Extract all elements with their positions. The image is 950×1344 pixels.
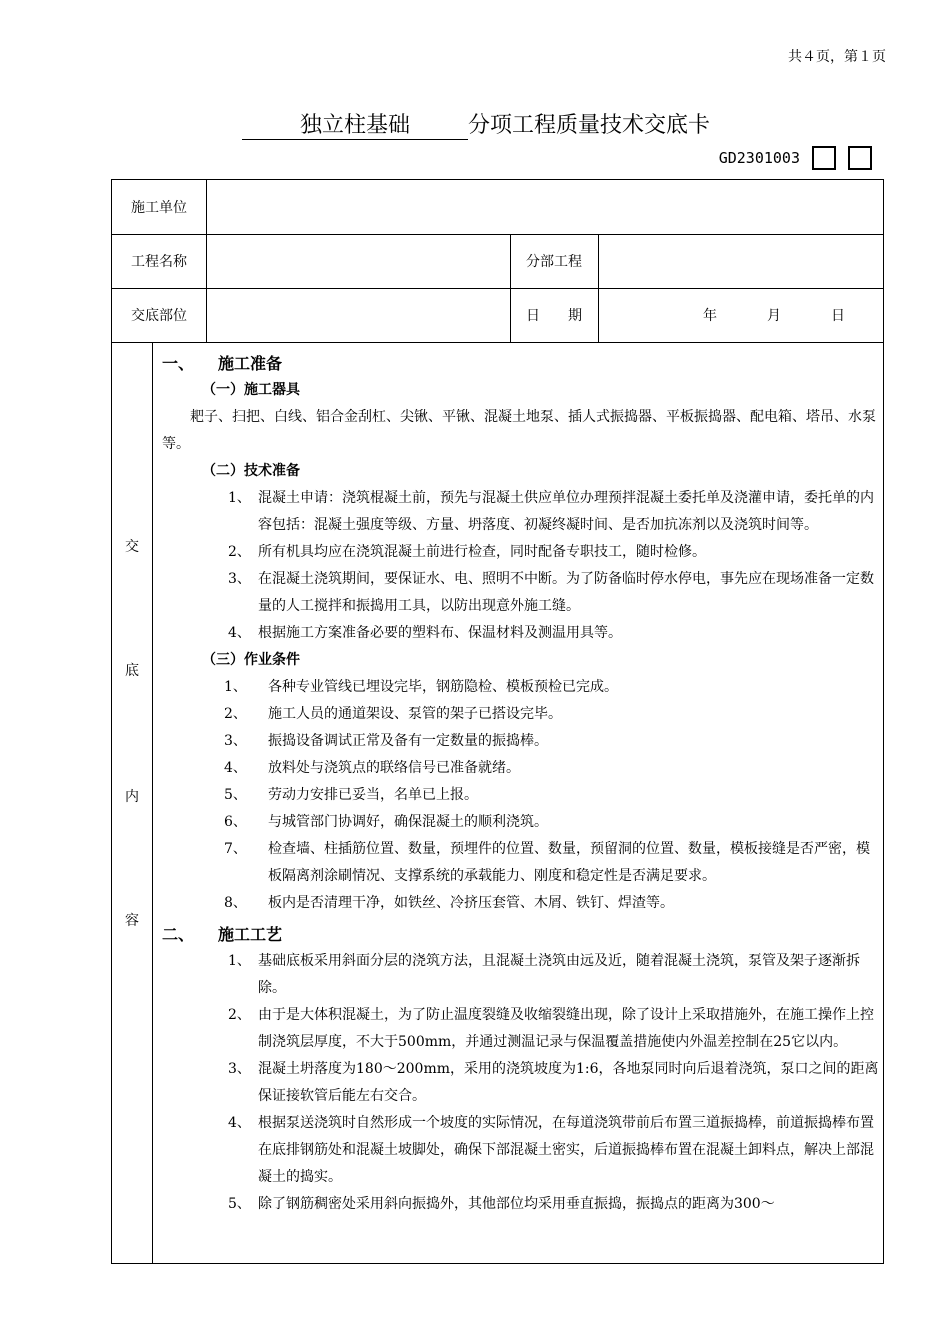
date-field[interactable] (599, 288, 883, 342)
doc-code-row (719, 146, 872, 170)
page-title (242, 108, 710, 140)
paragraph: 耙子、扫把、白线、铝合金刮杠、尖锹、平锹、混凝土地泵、插人式振捣器、平板振捣器、配电箱、塔吊、水泵等。 (162, 409, 876, 452)
list-item: 5、 除了钢筋稠密处采用斜向振捣外，其他部位均采用垂直振捣，振捣点的距离为300～ (228, 1196, 775, 1212)
list-item: 1、 各种专业管线已埋设完毕，钢筋隐检、模板预检已完成。 (224, 679, 618, 695)
side-label-char: 容 (125, 913, 139, 929)
project-name-field[interactable] (207, 234, 510, 288)
title-underlined: 独立柱基础 (242, 108, 468, 140)
side-label-char: 内 (125, 789, 139, 805)
list-item: 6、 与城管部门协调好，确保混凝土的顺利浇筑。 (224, 814, 548, 830)
sub-project-field[interactable] (599, 234, 883, 288)
date-year: 年 (703, 308, 717, 324)
checkbox-2[interactable] (848, 146, 872, 170)
list-item: 3、 振捣设备调试正常及备有一定数量的振捣棒。 (224, 733, 548, 749)
disclosure-content (162, 350, 882, 1218)
section-heading: 二、 施工工艺 (162, 925, 283, 944)
list-item: 2、 施工人员的通道架设、泵管的架子已搭设完毕。 (224, 706, 562, 722)
subsection-heading: （三）作业条件 (202, 652, 300, 668)
list-item: 4、 根据泵送浇筑时自然形成一个坡度的实际情况，在每道浇筑带前后布置三道振捣棒，前道振捣棒布置在底排钢筋处和混凝土坡脚处，确保下部混凝土密实，后道振捣棒布置在混凝土卸料点，解决上部混凝土的捣实。 (228, 1115, 874, 1185)
location-label: 交底部位 (131, 308, 187, 324)
construction-unit-label: 施工单位 (131, 200, 187, 216)
list-item: 8、 板内是否清理干净，如铁丝、冷挤压套管、木屑、铁钉、焊渣等。 (224, 895, 674, 911)
checkbox-1[interactable] (812, 146, 836, 170)
construction-unit-field[interactable] (207, 180, 883, 234)
list-item: 1、 基础底板采用斜面分层的浇筑方法，且混凝土浇筑由远及近，随着混凝土浇筑，泵管及架子逐渐拆除。 (228, 953, 860, 996)
subsection-heading: （一）施工器具 (202, 382, 300, 398)
list-item: 5、 劳动力安排已妥当，名单已上报。 (224, 787, 478, 803)
date-label: 日 期 (526, 308, 582, 324)
form-table (111, 179, 884, 1264)
list-item: 7、 检查墙、柱插筋位置、数量，预埋件的位置、数量，预留洞的位置、数量，模板接缝是否严密，模板隔离剂涂刷情况、支撑系统的承载能力、刚度和稳定性是否满足要求。 (224, 841, 870, 884)
date-month: 月 (767, 308, 781, 324)
row-divider (112, 342, 883, 343)
side-label-char: 底 (125, 663, 139, 679)
subsection-heading: （二）技术准备 (202, 463, 300, 479)
section-heading: 一、 施工准备 (162, 354, 283, 373)
project-name-label: 工程名称 (131, 254, 187, 270)
page-number: 共４页，第１页 (788, 49, 886, 65)
list-item: 1、 混凝土申请：浇筑棍凝土前，预先与混凝土供应单位办理预拌混凝土委托单及浇灌申请，委托单的内容包括：混凝土强度等级、方量、坍落度、初凝终凝时间、是否加抗冻剂以及浇筑时间等。 (228, 490, 874, 533)
list-item: 3、 在混凝土浇筑期间，要保证水、电、照明不中断。为了防备临时停水停电，事先应在现场准备一定数量的人工搅拌和振捣用工具，以防出现意外施工缝。 (228, 571, 874, 614)
date-day: 日 (831, 308, 845, 324)
list-item: 4、 放料处与浇筑点的联络信号已准备就绪。 (224, 760, 520, 776)
col-divider (152, 342, 153, 1263)
list-item: 4、 根据施工方案准备必要的塑料布、保温材料及测温用具等。 (228, 625, 622, 641)
doc-code: GD2301003 (718, 149, 800, 167)
sub-project-label: 分部工程 (526, 254, 582, 270)
side-label-char: 交 (125, 539, 139, 555)
title-rest: 分项工程质量技术交底卡 (468, 113, 711, 138)
list-item: 2、 由于是大体积混凝土，为了防止温度裂缝及收缩裂缝出现，除了设计上采取措施外，在施工操作上控制浇筑层厚度，不大于500mm，并通过测温记录与保温覆盖措施使内外温差控制在25它以内。 (228, 1007, 874, 1050)
location-field[interactable] (207, 288, 510, 342)
list-item: 2、 所有机具均应在浇筑混凝土前进行检查，同时配备专职技工，随时检修。 (228, 544, 706, 560)
list-item: 3、 混凝土坍落度为180～200mm，采用的浇筑坡度为1:6，各地泵同时向后退着浇筑，泵口之间的距离保证接软管后能左右交合。 (228, 1061, 879, 1104)
